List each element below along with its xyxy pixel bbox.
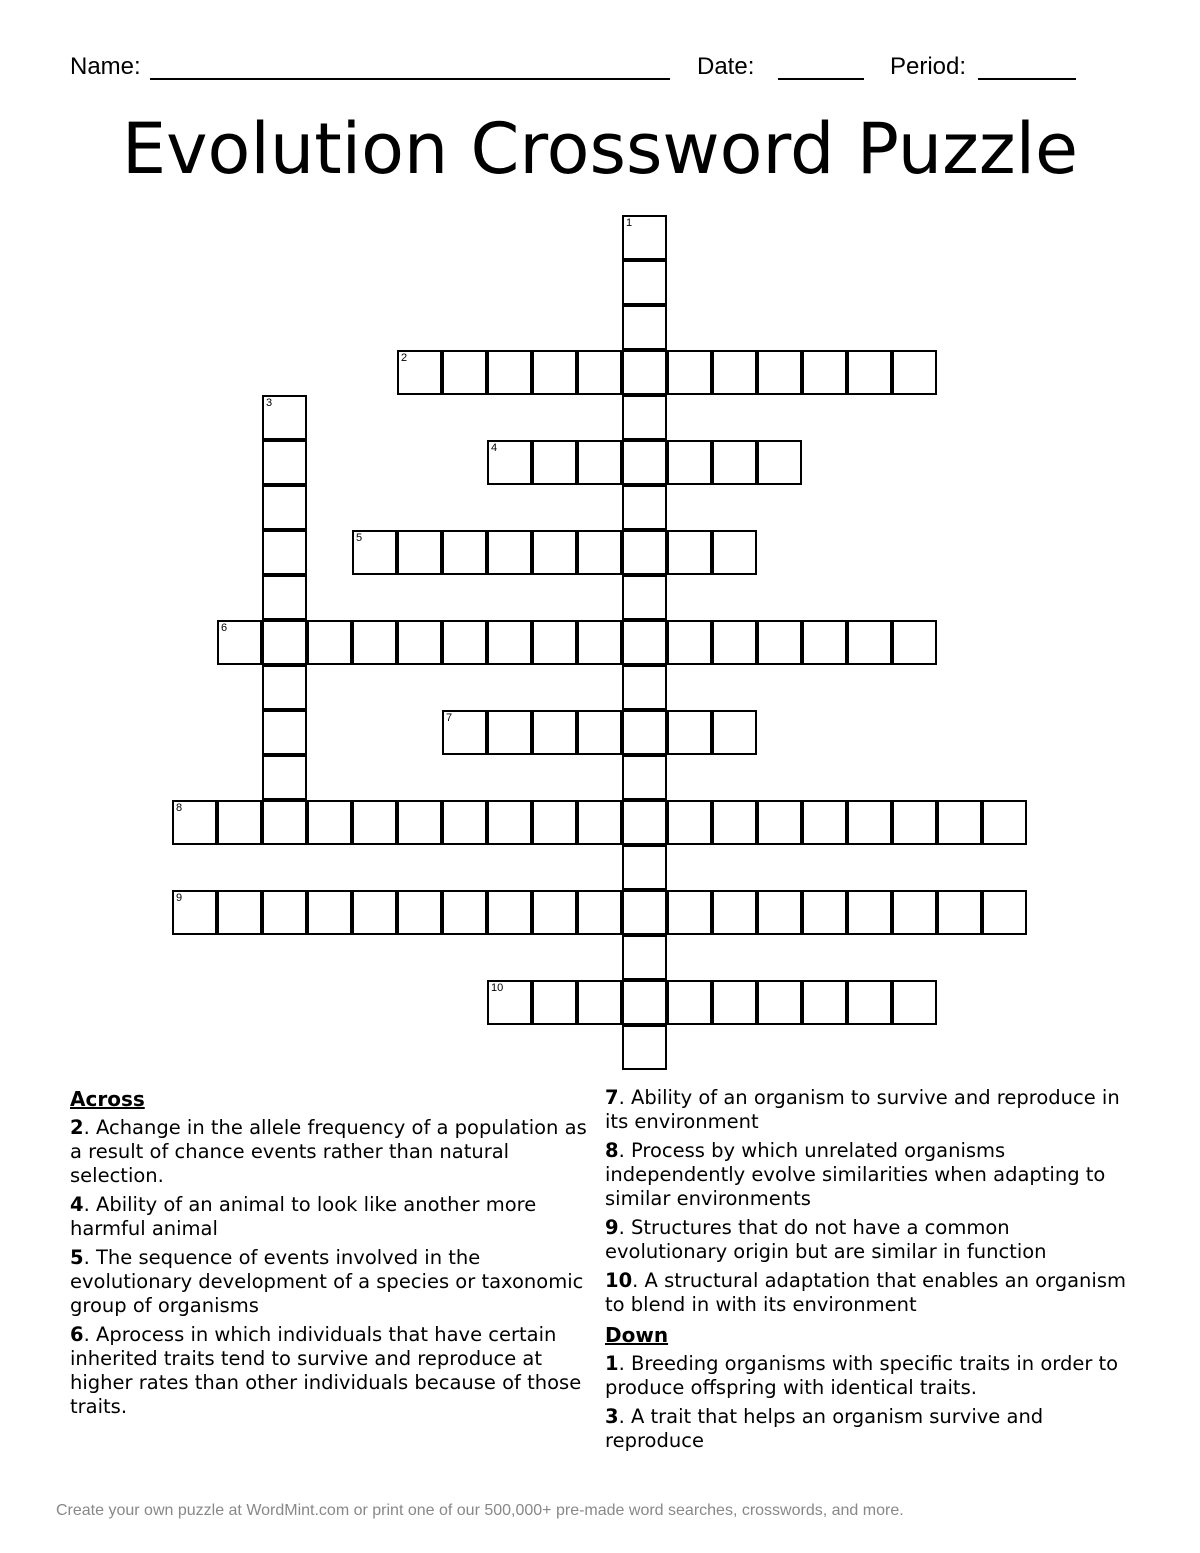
grid-cell[interactable] bbox=[262, 530, 307, 575]
grid-cell[interactable] bbox=[487, 710, 532, 755]
grid-cell[interactable] bbox=[397, 620, 442, 665]
grid-cell[interactable] bbox=[622, 980, 667, 1025]
clue-item bbox=[605, 1352, 1135, 1400]
clue-item-text: . Ability of an organism to survive and reproduce in its environment bbox=[605, 1086, 1120, 1133]
grid-cell[interactable] bbox=[847, 890, 892, 935]
grid-cell[interactable] bbox=[442, 350, 487, 395]
grid-cell[interactable] bbox=[172, 890, 217, 935]
grid-cell[interactable] bbox=[532, 620, 577, 665]
clue-number: 4 bbox=[491, 442, 498, 454]
grid-cell[interactable] bbox=[307, 620, 352, 665]
grid-cell[interactable] bbox=[892, 980, 937, 1025]
grid-cell[interactable] bbox=[712, 980, 757, 1025]
grid-cell[interactable] bbox=[397, 800, 442, 845]
down-heading: Down bbox=[605, 1323, 669, 1347]
grid-cell[interactable] bbox=[667, 710, 712, 755]
clue-item-text: . Achange in the allele frequency of a population as a result of chance events rather than natural selection. bbox=[70, 1116, 587, 1187]
grid-cell[interactable] bbox=[397, 890, 442, 935]
clue-number: 7 bbox=[446, 712, 453, 724]
grid-cell[interactable] bbox=[712, 890, 757, 935]
clue-item bbox=[605, 1269, 1135, 1317]
grid-cell[interactable] bbox=[577, 620, 622, 665]
grid-cell[interactable] bbox=[622, 710, 667, 755]
grid-cell[interactable] bbox=[982, 890, 1027, 935]
grid-cell[interactable] bbox=[622, 440, 667, 485]
grid-cell[interactable] bbox=[442, 800, 487, 845]
grid-cell[interactable] bbox=[262, 800, 307, 845]
grid-cell[interactable] bbox=[802, 980, 847, 1025]
grid-cell[interactable] bbox=[532, 980, 577, 1025]
grid-cell[interactable] bbox=[757, 620, 802, 665]
grid-cell[interactable] bbox=[397, 350, 442, 395]
date-label: Date: bbox=[697, 53, 755, 80]
name-label: Name: bbox=[70, 53, 141, 80]
clue-number: 2 bbox=[401, 352, 408, 364]
grid-cell[interactable] bbox=[757, 440, 802, 485]
clue-number: 10 bbox=[491, 982, 504, 994]
grid-cell[interactable] bbox=[892, 800, 937, 845]
grid-cell[interactable] bbox=[532, 800, 577, 845]
grid-cell[interactable] bbox=[217, 800, 262, 845]
clue-item bbox=[605, 1086, 1135, 1134]
grid-cell[interactable] bbox=[307, 890, 352, 935]
grid-cell[interactable] bbox=[352, 890, 397, 935]
grid-cell[interactable] bbox=[982, 800, 1027, 845]
grid-cell[interactable] bbox=[712, 710, 757, 755]
clue-number: 6 bbox=[221, 622, 228, 634]
grid-cell[interactable] bbox=[487, 620, 532, 665]
grid-cell[interactable] bbox=[667, 800, 712, 845]
grid-cell[interactable] bbox=[487, 800, 532, 845]
grid-cell[interactable] bbox=[667, 530, 712, 575]
clue-number: 8 bbox=[176, 802, 183, 814]
grid-cell[interactable] bbox=[487, 530, 532, 575]
grid-cell[interactable] bbox=[622, 665, 667, 710]
clue-item-number: 1 bbox=[605, 1352, 619, 1375]
grid-cell[interactable] bbox=[667, 440, 712, 485]
grid-cell[interactable] bbox=[532, 530, 577, 575]
grid-cell[interactable] bbox=[667, 890, 712, 935]
grid-cell[interactable] bbox=[262, 440, 307, 485]
clue-item bbox=[70, 1246, 590, 1318]
grid-cell[interactable] bbox=[577, 710, 622, 755]
grid-cell[interactable] bbox=[262, 665, 307, 710]
grid-cell[interactable] bbox=[802, 890, 847, 935]
grid-cell[interactable] bbox=[487, 980, 532, 1025]
grid-cell[interactable] bbox=[712, 350, 757, 395]
grid-cell[interactable] bbox=[397, 530, 442, 575]
clue-number: 3 bbox=[266, 397, 273, 409]
clue-item-text: . Aprocess in which individuals that have certain inherited traits tend to survive and reproduce at higher rates than other individuals because of those traits. bbox=[70, 1323, 582, 1418]
grid-cell[interactable] bbox=[622, 395, 667, 440]
grid-cell[interactable] bbox=[532, 890, 577, 935]
grid-cell[interactable] bbox=[757, 980, 802, 1025]
clue-item bbox=[70, 1116, 590, 1188]
grid-cell[interactable] bbox=[487, 440, 532, 485]
grid-cell[interactable] bbox=[487, 890, 532, 935]
across-heading: Across bbox=[70, 1087, 145, 1111]
clue-item bbox=[605, 1216, 1135, 1264]
grid-cell[interactable] bbox=[847, 980, 892, 1025]
grid-cell[interactable] bbox=[937, 800, 982, 845]
clues-right-column bbox=[605, 1086, 1135, 1458]
grid-cell[interactable] bbox=[577, 980, 622, 1025]
grid-cell[interactable] bbox=[442, 890, 487, 935]
grid-cell[interactable] bbox=[622, 305, 667, 350]
grid-cell[interactable] bbox=[577, 350, 622, 395]
grid-cell[interactable] bbox=[712, 440, 757, 485]
grid-cell[interactable] bbox=[577, 890, 622, 935]
grid-cell[interactable] bbox=[622, 935, 667, 980]
clue-item-text: . A trait that helps an organism survive and reproduce bbox=[605, 1405, 1044, 1452]
clues-left-column bbox=[70, 1086, 590, 1424]
grid-cell[interactable] bbox=[667, 980, 712, 1025]
clue-item-text: . A structural adaptation that enables an organism to blend in with its environment bbox=[605, 1269, 1126, 1316]
clue-item-text: . Ability of an animal to look like another more harmful animal bbox=[70, 1193, 537, 1240]
grid-cell[interactable] bbox=[757, 800, 802, 845]
grid-cell[interactable] bbox=[622, 800, 667, 845]
across-clue-list bbox=[70, 1116, 590, 1419]
grid-cell[interactable] bbox=[172, 800, 217, 845]
page-title: Evolution Crossword Puzzle bbox=[121, 108, 1079, 190]
clue-item-number: 6 bbox=[70, 1323, 84, 1346]
grid-cell[interactable] bbox=[622, 890, 667, 935]
grid-cell[interactable] bbox=[217, 620, 262, 665]
clue-item bbox=[605, 1139, 1135, 1211]
grid-cell[interactable] bbox=[847, 620, 892, 665]
grid-cell[interactable] bbox=[712, 800, 757, 845]
grid-cell[interactable] bbox=[712, 620, 757, 665]
clue-number: 5 bbox=[356, 532, 363, 544]
grid-cell[interactable] bbox=[847, 350, 892, 395]
clue-number: 1 bbox=[626, 217, 633, 229]
grid-cell[interactable] bbox=[352, 620, 397, 665]
grid-cell[interactable] bbox=[442, 710, 487, 755]
clue-number: 9 bbox=[176, 892, 183, 904]
grid-cell[interactable] bbox=[352, 530, 397, 575]
clue-item-number: 9 bbox=[605, 1216, 619, 1239]
grid-cell[interactable] bbox=[532, 710, 577, 755]
clue-item-text: . Breeding organisms with specific traits in order to produce offspring with identical traits. bbox=[605, 1352, 1119, 1399]
clue-item-number: 4 bbox=[70, 1193, 84, 1216]
grid-cell[interactable] bbox=[262, 710, 307, 755]
grid-cell[interactable] bbox=[262, 485, 307, 530]
grid-cell[interactable] bbox=[262, 575, 307, 620]
clue-item-text: . Structures that do not have a common evolutionary origin but are similar in function bbox=[605, 1216, 1047, 1263]
footer-note: Create your own puzzle at WordMint.com or print one of our 500,000+ pre-made word searches, crosswords, and more. bbox=[56, 1502, 904, 1519]
down-clue-list bbox=[605, 1352, 1135, 1453]
clue-item bbox=[605, 1405, 1135, 1453]
clue-item-text: . Process by which unrelated organisms independently evolve similarities when adapting to similar environments bbox=[605, 1139, 1106, 1210]
grid-cell[interactable] bbox=[892, 620, 937, 665]
grid-cell[interactable] bbox=[262, 395, 307, 440]
grid-cell[interactable] bbox=[577, 440, 622, 485]
grid-cell[interactable] bbox=[307, 800, 352, 845]
grid-cell[interactable] bbox=[622, 845, 667, 890]
grid-cell[interactable] bbox=[757, 890, 802, 935]
clue-item-number: 7 bbox=[605, 1086, 619, 1109]
grid-cell[interactable] bbox=[667, 350, 712, 395]
grid-cell[interactable] bbox=[442, 530, 487, 575]
across-clue-list-continued bbox=[605, 1086, 1135, 1317]
grid-cell[interactable] bbox=[577, 530, 622, 575]
grid-cell[interactable] bbox=[757, 350, 802, 395]
grid-cell[interactable] bbox=[577, 800, 622, 845]
grid-cell[interactable] bbox=[487, 350, 532, 395]
grid-cell[interactable] bbox=[667, 620, 712, 665]
grid-cell[interactable] bbox=[262, 755, 307, 800]
grid-cell[interactable] bbox=[802, 350, 847, 395]
grid-cell[interactable] bbox=[532, 440, 577, 485]
clue-item-number: 10 bbox=[605, 1269, 633, 1292]
grid-cell[interactable] bbox=[622, 350, 667, 395]
grid-cell[interactable] bbox=[802, 800, 847, 845]
grid-cell[interactable] bbox=[622, 215, 667, 260]
grid-cell[interactable] bbox=[532, 350, 577, 395]
grid-cell[interactable] bbox=[712, 530, 757, 575]
clue-item-number: 2 bbox=[70, 1116, 84, 1139]
grid-cell[interactable] bbox=[937, 890, 982, 935]
period-label: Period: bbox=[890, 53, 967, 80]
grid-cell[interactable] bbox=[622, 260, 667, 305]
grid-cell[interactable] bbox=[847, 800, 892, 845]
grid-cell[interactable] bbox=[442, 620, 487, 665]
grid-cell[interactable] bbox=[892, 350, 937, 395]
clue-item-text: . The sequence of events involved in the evolutionary development of a species or taxonomic group of organisms bbox=[70, 1246, 584, 1317]
clue-item-number: 5 bbox=[70, 1246, 84, 1269]
grid-cell[interactable] bbox=[622, 620, 667, 665]
grid-cell[interactable] bbox=[622, 530, 667, 575]
grid-cell[interactable] bbox=[217, 890, 262, 935]
clue-item bbox=[70, 1193, 590, 1241]
grid-cell[interactable] bbox=[262, 890, 307, 935]
grid-cell[interactable] bbox=[262, 620, 307, 665]
grid-cell[interactable] bbox=[622, 485, 667, 530]
grid-cell[interactable] bbox=[622, 575, 667, 620]
grid-cell[interactable] bbox=[802, 620, 847, 665]
clue-item bbox=[70, 1323, 590, 1419]
clue-item-number: 3 bbox=[605, 1405, 619, 1428]
clue-item-number: 8 bbox=[605, 1139, 619, 1162]
grid-cell[interactable] bbox=[352, 800, 397, 845]
grid-cell[interactable] bbox=[622, 1025, 667, 1070]
grid-cell[interactable] bbox=[622, 755, 667, 800]
grid-cell[interactable] bbox=[892, 890, 937, 935]
